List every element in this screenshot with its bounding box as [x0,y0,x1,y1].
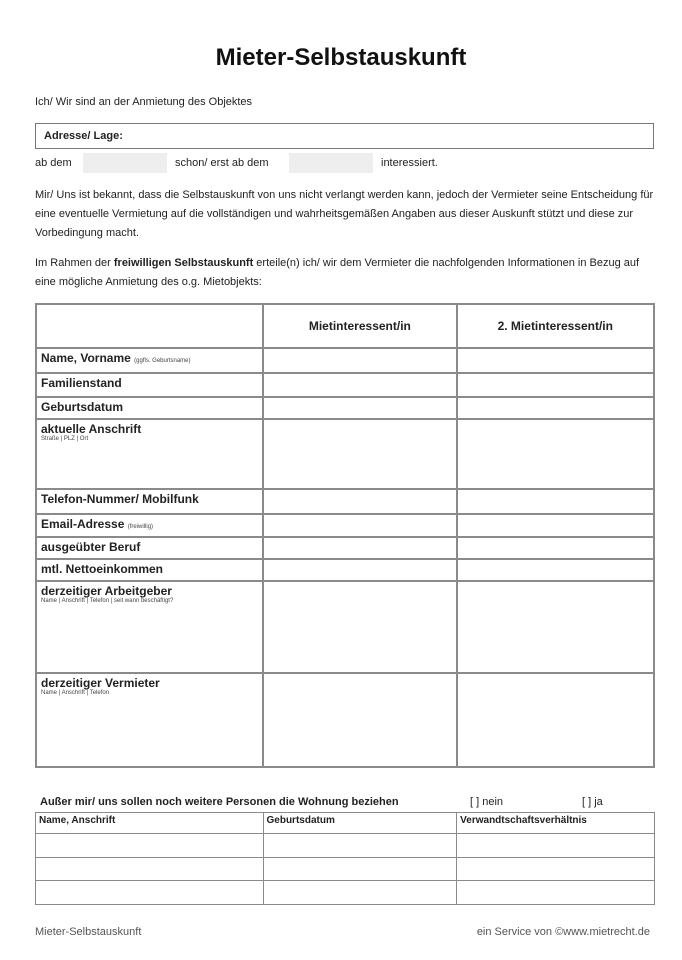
address-label: Adresse/ Lage: [44,130,123,142]
header-relationship: Verwandtschaftsverhältnis [457,813,655,834]
cell-input[interactable] [263,581,456,673]
no-checkbox[interactable]: [ ] nein [470,796,504,808]
cell-input[interactable] [263,559,456,581]
cell-input[interactable] [457,537,654,559]
row-label [36,514,263,537]
label: derzeitiger Arbeitgeber [41,584,172,598]
cell-input[interactable] [36,834,264,858]
header-birthdate: Geburtsdatum [263,813,457,834]
interessiert-label: interessiert. [381,157,438,169]
cell-input[interactable] [263,397,456,419]
consent-text: Im Rahmen der [35,257,114,269]
note: Name | Anschrift | Telefon [41,690,110,696]
row-label: ausgeübter Beruf [36,537,263,559]
cell-input[interactable] [263,834,457,858]
start-date-field-1[interactable] [83,153,167,173]
label: Name, Vorname [41,351,131,365]
persons-question: Außer mir/ uns sollen noch weitere Personen die Wohnung beziehen [40,796,399,808]
page-title: Mieter-Selbstauskunft [215,44,467,71]
header-name: Name, Anschrift [36,813,264,834]
cell-input[interactable] [457,858,655,881]
cell-input[interactable] [263,537,456,559]
cell-input[interactable] [457,559,654,581]
applicant-table [35,303,655,768]
header-applicant-1: Mietinteressent/in [263,304,456,348]
cell-input[interactable] [457,514,654,537]
footer-right[interactable]: ein Service von ©www.mietrecht.de [476,926,650,938]
cell-input[interactable] [457,489,654,514]
notice-paragraph: Mir/ Uns ist bekannt, dass die Selbstauskunft von uns nicht verlangt werden kann, jedoch der Vermieter seine Entscheidung für eine eventuelle Vermietung auf die vollständigen und wahrheitsgemäßen Angaben aus dieser Auskunft stützt und diese zur Vorbedingung macht. [35,189,654,239]
yes-checkbox[interactable]: [ ] ja [582,796,603,808]
persons-table [35,812,655,905]
address-field[interactable] [35,123,654,149]
cell-input[interactable] [457,834,655,858]
cell-input[interactable] [263,419,456,489]
cell-input[interactable] [263,489,456,514]
cell-input[interactable] [263,881,457,905]
schon-label: schon/ erst ab dem [175,157,269,169]
row-label [36,348,263,373]
row-label [36,673,263,767]
label: aktuelle Anschrift [41,422,142,436]
header-applicant-2: 2. Mietinteressent/in [457,304,654,348]
cell-input[interactable] [457,373,654,397]
row-label: Geburtsdatum [36,397,263,419]
cell-input[interactable] [263,673,456,767]
row-label: mtl. Nettoeinkommen [36,559,263,581]
intro-text: Ich/ Wir sind an der Anmietung des Objektes [35,96,253,108]
note: Name | Anschrift | Telefon | seit wann beschäftigt? [41,598,174,604]
cell-input[interactable] [457,348,654,373]
consent-bold: freiwilligen Selbstauskunft [113,257,254,269]
cell-input[interactable] [36,881,264,905]
header-blank [36,304,263,348]
footer-left: Mieter-Selbstauskunft [35,926,142,938]
note: Straße | PLZ | Ort [41,436,89,442]
cell-input[interactable] [263,858,457,881]
start-date-field-2[interactable] [289,153,373,173]
label: derzeitiger Vermieter [41,676,160,690]
cell-input[interactable] [457,673,654,767]
ab-dem-label: ab dem [35,157,72,169]
cell-input[interactable] [36,858,264,881]
row-label [36,419,263,489]
note: (ggfls. Geburtsname) [134,358,191,364]
cell-input[interactable] [263,348,456,373]
cell-input[interactable] [263,514,456,537]
cell-input[interactable] [457,419,654,489]
row-label [36,581,263,673]
cell-input[interactable] [457,397,654,419]
cell-input[interactable] [457,581,654,673]
note: (freiwillig) [127,524,154,530]
row-label: Telefon-Nummer/ Mobilfunk [36,489,263,514]
cell-input[interactable] [457,881,655,905]
consent-text-rest: erteile(n) ich/ wir dem Vermieter die nachfolgenden Informationen in Bezug auf eine mögliche Anmietung des o.g. Mietobjekts: [35,257,640,288]
consent-paragraph [35,254,655,292]
cell-input[interactable] [263,373,456,397]
row-label: Familienstand [36,373,263,397]
label: Email-Adresse [41,517,125,531]
